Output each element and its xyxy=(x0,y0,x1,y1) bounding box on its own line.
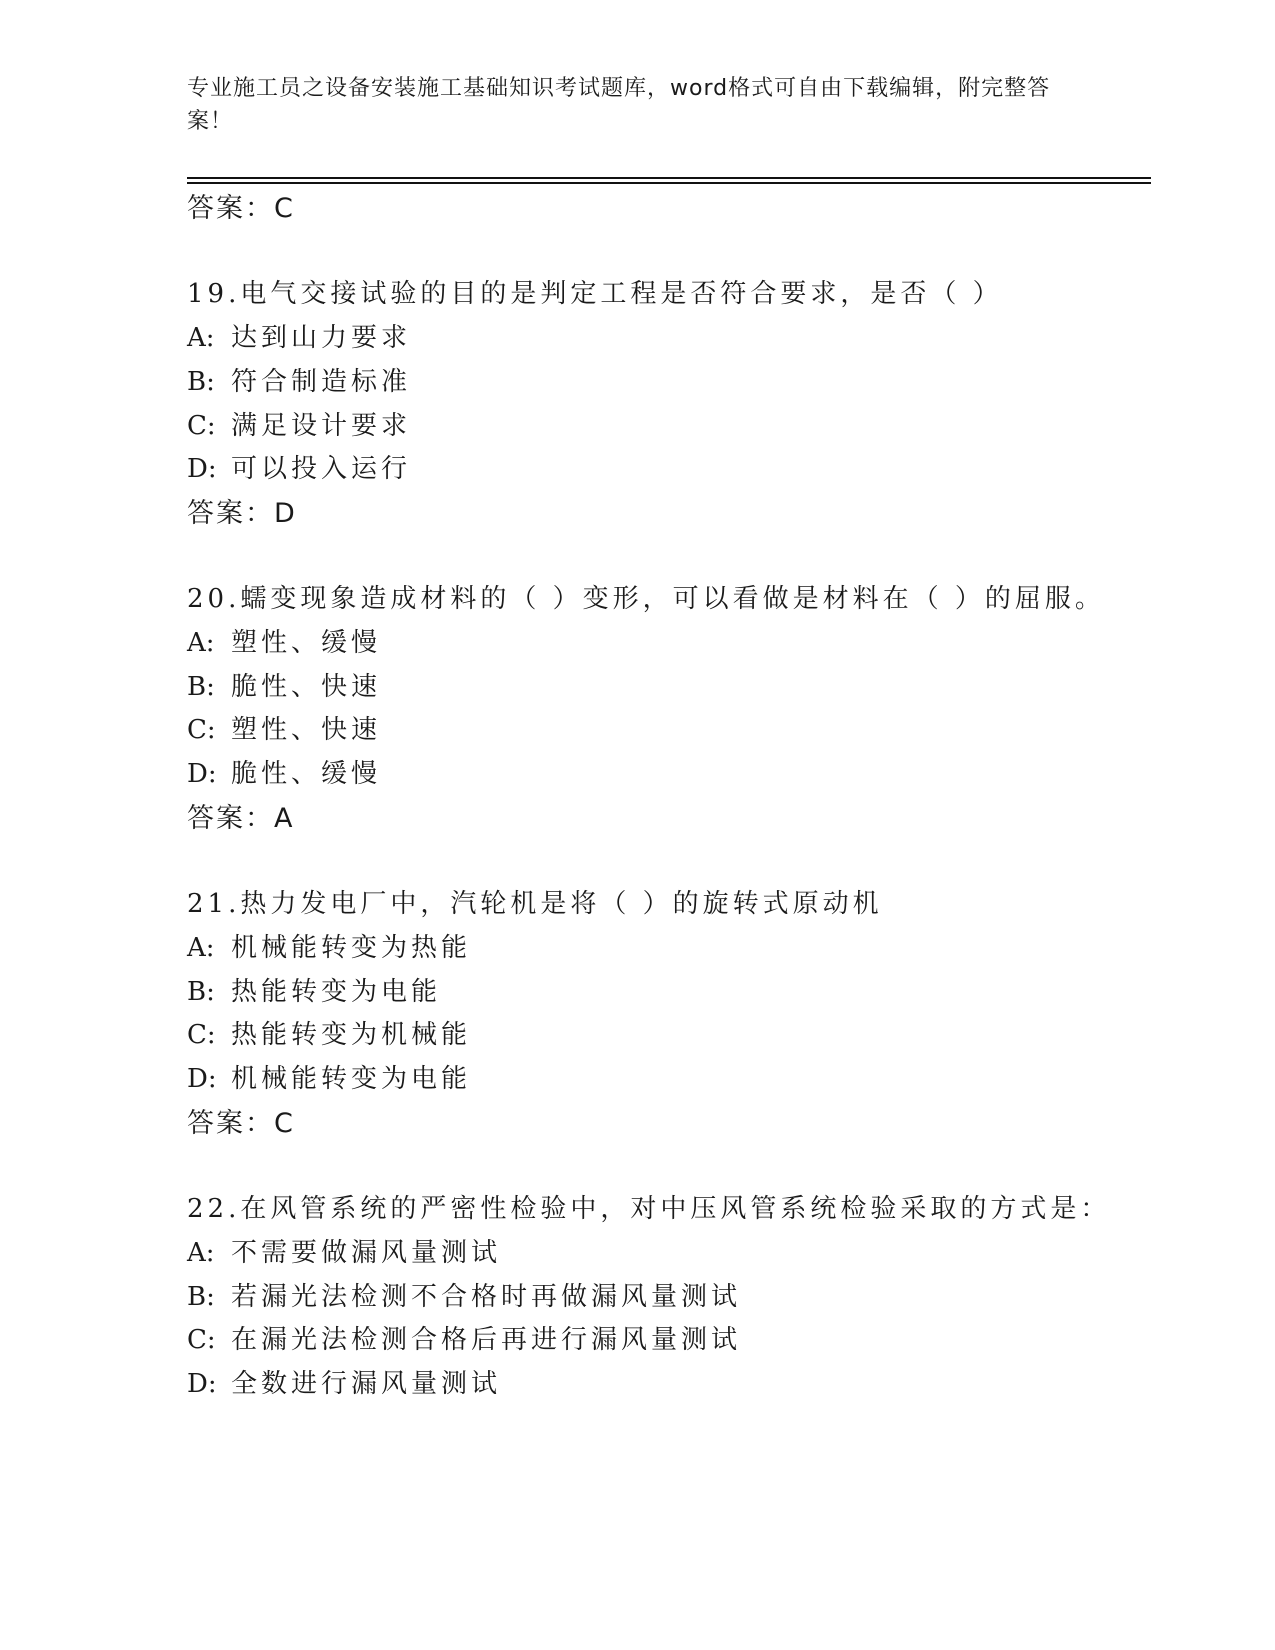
header-divider-top xyxy=(187,177,1151,179)
answer-line: 答案：D xyxy=(187,498,297,529)
answer-line: 答案：C xyxy=(187,193,295,224)
answer-line: 答案：C xyxy=(187,1108,295,1139)
option-a: A: 塑性、缓慢 xyxy=(187,628,382,658)
option-d: D: 全数进行漏风量测试 xyxy=(187,1369,502,1399)
document-header: 专业施工员之设备安装施工基础知识考试题库，word格式可自由下载编辑，附完整答案！ xyxy=(187,76,1051,134)
question-19-stem: 19.电气交接试验的目的是判定工程是否符合要求，是否（ ） xyxy=(187,279,1003,309)
option-a: A: 不需要做漏风量测试 xyxy=(187,1238,502,1268)
option-d: D: 机械能转变为电能 xyxy=(187,1064,472,1094)
option-d: D: 可以投入运行 xyxy=(187,454,412,484)
option-a: A: 机械能转变为热能 xyxy=(187,933,472,963)
option-b: B: 脆性、快速 xyxy=(187,672,382,702)
option-c: C: 热能转变为机械能 xyxy=(187,1020,472,1050)
answer-line: 答案：A xyxy=(187,803,295,834)
option-c: C: 塑性、快速 xyxy=(187,715,382,745)
option-b: B: 热能转变为电能 xyxy=(187,977,442,1007)
question-22-stem: 22.在风管系统的严密性检验中，对中压风管系统检验采取的方式是： xyxy=(187,1194,1111,1224)
question-20-stem: 20.蠕变现象造成材料的（ ）变形，可以看做是材料在（ ）的屈服。 xyxy=(187,584,1105,614)
option-c: C: 满足设计要求 xyxy=(187,411,412,441)
option-c: C: 在漏光法检测合格后再进行漏风量测试 xyxy=(187,1325,742,1355)
question-21-stem: 21.热力发电厂中，汽轮机是将（ ）的旋转式原动机 xyxy=(187,889,883,919)
header-divider-bottom xyxy=(187,182,1151,184)
option-b: B: 符合制造标准 xyxy=(187,367,412,397)
option-a: A: 达到山力要求 xyxy=(187,323,412,353)
option-d: D: 脆性、缓慢 xyxy=(187,759,382,789)
option-b: B: 若漏光法检测不合格时再做漏风量测试 xyxy=(187,1282,742,1312)
